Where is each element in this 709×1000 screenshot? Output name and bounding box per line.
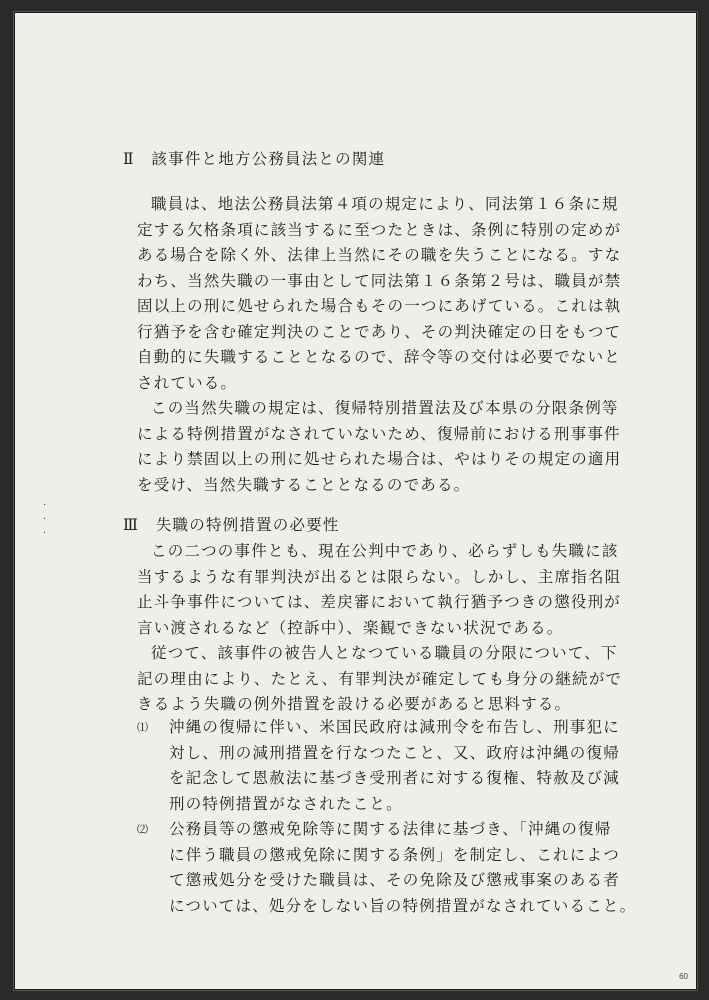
- margin-dots: · · ·: [43, 500, 47, 539]
- item-1-number: ⑴: [137, 721, 150, 734]
- text-line: 固以上の刑に処せられた場合もその一つにあげている。これは執: [137, 297, 622, 315]
- text-line: 当するような有罪判決が出るとは限らない。しかし、主席指名阻: [137, 567, 622, 586]
- page-number: 60: [679, 972, 688, 981]
- text-line: されている。: [137, 373, 238, 392]
- text-line: ある場合を除く外、法律上当然にその職を失うことになる。すな: [137, 246, 622, 264]
- text-line: 刑の特例措置がなされたこと。: [169, 794, 403, 813]
- text-line: 公務員等の懲戒免除等に関する法律に基づき、「沖縄の復帰: [169, 820, 612, 838]
- section-2-paragraph-1: [137, 192, 622, 396]
- text-line: 行猶予を含む確定判決のことであり、その判決確定の日をもつて: [137, 322, 622, 341]
- text-line: による特例措置がなされていないため、復帰前における刑事事件: [137, 424, 621, 443]
- text-line: を記念して恩赦法に基づき受刑者に対する復権、特赦及び減: [169, 769, 620, 787]
- text-line: 記の理由により、たとえ、有罪判決が確定しても身分の継続がで: [137, 669, 623, 688]
- section-2-paragraph-2: [137, 396, 622, 498]
- text-line: 止斗争事件については、差戻審において執行猶予つきの懲役刑が: [137, 593, 621, 611]
- text-line: 沖縄の復帰に伴い、米国民政府は減刑令を布告し、刑事犯に: [169, 718, 620, 736]
- section-3-heading: Ⅲ 失職の特例措置の必要性: [123, 516, 340, 534]
- item-1-text: [169, 715, 620, 817]
- text-line: この二つの事件とも、現在公判中であり、必らずしも失職に該: [151, 542, 619, 560]
- text-line: わち、当然失職の一事由として同法第１６条第２号は、職員が禁: [137, 271, 622, 290]
- section-2-heading: Ⅱ 該事件と地方公務員法との関連: [123, 150, 386, 168]
- text-line: 職員は、地法公務員法第４項の規定により、同法第１６条に規: [151, 195, 619, 213]
- text-line: 対し、刑の減刑措置を行なつたこと、又、政府は沖縄の復帰: [169, 743, 620, 762]
- text-line: て懲戒処分を受けた職員は、その免除及び懲戒事案のある者: [169, 871, 620, 889]
- text-line: により禁固以上の刑に処せられた場合は、やはりその規定の適用: [137, 450, 622, 468]
- text-line: に伴う職員の懲戒免除に関する条例」を制定し、これによつ: [169, 845, 620, 864]
- item-2-number: ⑵: [137, 823, 150, 836]
- text-line: 定する欠格条項に該当するに至つたときは、条例に特別の定めが: [137, 220, 622, 239]
- section-3-paragraph-1: [137, 539, 622, 641]
- text-line: 従つて、該事件の被告人となつている職員の分限について、下: [151, 644, 618, 662]
- section-3-paragraph-2: [137, 641, 623, 718]
- text-line: この当然失職の規定は、復帰特別措置法及び本県の分限条例等: [151, 399, 619, 417]
- text-line: については、処分をしない旨の特例措置がなされていること。: [169, 896, 637, 915]
- item-2-text: [169, 817, 636, 919]
- text-line: 言い渡されるなど（控訴中）、楽観できない状況である。: [137, 618, 564, 637]
- document-page: [14, 12, 697, 990]
- text-line: を受け、当然失職することとなるのである。: [137, 475, 471, 494]
- text-line: 自動的に失職することとなるので、辞令等の交付は必要でないと: [137, 348, 621, 366]
- text-line: きるよう失職の例外措置を設ける必要があると思料する。: [137, 695, 572, 713]
